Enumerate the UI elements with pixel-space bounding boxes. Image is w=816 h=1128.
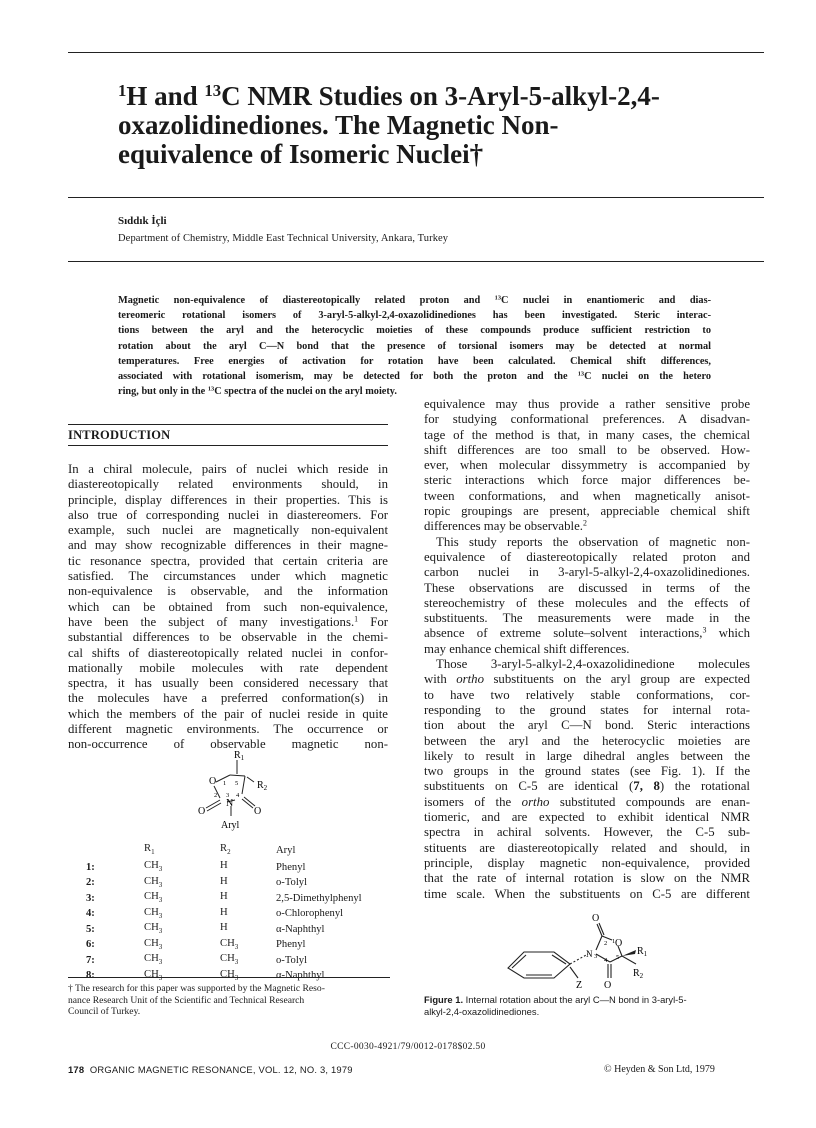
- struct-label-position-2: 2: [214, 792, 218, 799]
- abstract-line: tereomeric rotational isomers of 3-aryl-5-alkyl-2,4-oxazolidinediones has been investigated. Steric interac-: [118, 310, 711, 322]
- title-line-2: oxazolidinediones. The Magnetic Non-: [118, 110, 559, 140]
- text-line: substituents. The measurements were made in the: [424, 611, 750, 626]
- footnote-rule: [68, 977, 390, 978]
- affiliation-rule: [68, 261, 764, 262]
- abstract-line: associated with rotational isomerism, may be detected for both the proton and the $^{13}$C nuclei on the hetero: [118, 370, 711, 383]
- text-line: In a chiral molecule, pairs of nuclei which reside in: [68, 462, 388, 476]
- text-line: equivalence of diastereotopically related proton and: [424, 549, 750, 564]
- struct-label-position-5: 5: [235, 780, 239, 787]
- fig-label-position-5: 5: [616, 954, 620, 961]
- top-rule: [68, 52, 764, 53]
- text-line: the molecules have a preferred conformation(s) in: [68, 691, 388, 706]
- intro-bottom-rule: [68, 445, 388, 446]
- text-line: non-occurrence of observable magnetic non-: [68, 737, 388, 752]
- text-line: stereochemistry of these molecules and the effects of: [424, 595, 750, 610]
- struct-label-position-4: 4: [236, 792, 240, 799]
- text-line: Those 3-aryl-5-alkyl-2,4-oxazolidinedione molecules: [436, 657, 750, 672]
- text-line: have been the subject of many investigations.$^1$ For: [68, 614, 388, 629]
- struct-label-position-1: 1: [223, 780, 227, 787]
- footnote: [68, 983, 390, 1018]
- intro-top-rule: [68, 424, 388, 425]
- text-line: likely to result in large dihedral angles between the: [424, 748, 750, 763]
- struct-label-r2: $R_2$: [257, 780, 268, 792]
- struct-label-position-3: 3: [226, 792, 230, 799]
- text-line: and may show recognizable differences in their magne-: [68, 538, 388, 553]
- table-row: 2: $CH_3$ H o-Tolyl: [86, 875, 308, 889]
- page-number: 178: [68, 1064, 85, 1075]
- text-line: tiomeric, and are expected to exhibit identical NMR: [424, 810, 750, 825]
- text-line: which the members of the pair of nuclei reside in quite: [68, 706, 388, 721]
- text-line: with ortho substituents on the aryl group are expected: [424, 672, 750, 687]
- text-line: spectra in achiral solvents. However, the C-5 sub-: [424, 825, 750, 840]
- text-line: ever, when molecular dissymmetry is accompanied by: [424, 458, 750, 473]
- footnote-line: † The research for this paper was supported by the Magnetic Reso-: [68, 983, 325, 994]
- fig-label-r2: $R_2$: [633, 968, 644, 980]
- fig-label-position-1: 1: [612, 938, 616, 945]
- struct-label-nitrogen: N: [226, 798, 234, 809]
- table-row: 4: $CH_3$ H o-Chlorophenyl: [86, 906, 344, 920]
- author-name: Sıddık İçli: [118, 215, 167, 227]
- title-line-3: equivalence of Isomeric Nuclei†: [118, 139, 484, 169]
- text-line: two groups in the ground states (see Fig. 1). If the: [424, 764, 750, 779]
- fig-label-ring-oxygen: O: [615, 938, 623, 949]
- text-line: ropic groupings are present, appreciable chemical shift: [424, 504, 750, 519]
- header-aryl: Aryl: [276, 844, 296, 856]
- fig-label-position-2: 2: [604, 940, 608, 947]
- text-line: for studying conformational preferences. A disadvan-: [424, 412, 750, 427]
- text-line: tic resonance spectra, provided that certain criteria are: [68, 553, 388, 568]
- header-r2: $R_2$: [220, 843, 231, 857]
- text-line: These observations are discussed in terms of the: [424, 580, 750, 595]
- figure-label: Figure 1.: [424, 994, 464, 1005]
- copyright: © Heyden & Son Ltd, 1979: [604, 1064, 715, 1075]
- article-code: CCC-0030-4921/79/0012-0178$02.50: [330, 1042, 486, 1052]
- fig-label-top-oxygen: O: [592, 913, 600, 924]
- text-line: cal shifts of diastereotopically related nuclei in confor-: [68, 645, 388, 660]
- text-line: tage of the method is that, in many cases, the chemical: [424, 427, 750, 442]
- abstract-line: temperatures. Free energies of activation for rotation have been calculated. Chemical shift differences,: [118, 355, 711, 367]
- fig-label-r1: $R_1$: [637, 946, 648, 958]
- abstract-line: Magnetic non-equivalence of diastereotopically related proton and $^{13}$C nuclei in enantiomeric and dias-: [118, 294, 711, 306]
- text-line: substituents on C-5 are identical (7, 8) the rotational: [424, 779, 750, 794]
- text-line: which can be obtained from such non-equivalence,: [68, 599, 388, 614]
- table-row: 5: $CH_3$ H α-Naphthyl: [86, 922, 325, 936]
- text-line: substantial differences to be observable in the chemi-: [68, 630, 388, 645]
- title-line-1: $^1$H and $^{13}$C NMR Studies on 3-Aryl-5-alkyl-2,4-: [118, 80, 660, 111]
- fig-label-bottom-oxygen: O: [604, 980, 612, 991]
- fig-label-position-4: 4: [604, 957, 608, 964]
- text-line: satisfied. The circumstances under which magnetic: [68, 569, 388, 584]
- text-line: may enhance chemical shift differences.: [424, 641, 630, 656]
- right-column-text: [424, 397, 750, 902]
- text-line: diastereotopically related environments should, in: [68, 477, 388, 492]
- footnote-line: nance Research Unit of the Scientific and Technical Research: [68, 994, 305, 1006]
- text-line: responding to the ground states for internal rota-: [424, 702, 750, 717]
- author-affiliation: Department of Chemistry, Middle East Technical University, Ankara, Turkey: [118, 233, 449, 244]
- text-line: tween conformations, and when magnetically anisot-: [424, 488, 750, 503]
- fig-label-z-substituent: Z: [576, 980, 583, 991]
- table-row: 6: $CH_3$ $CH_3$ Phenyl: [86, 937, 306, 951]
- footnote-line: Council of Turkey.: [68, 1006, 141, 1018]
- text-line: that the rate of internal rotation is slow on the NMR: [424, 871, 750, 886]
- header-r1: $R_1$: [144, 843, 155, 857]
- text-line: stituents are diastereotopically related and should, in: [424, 840, 750, 855]
- text-line: different magnetic environments. The occurrence or: [68, 722, 388, 737]
- text-line: non-equivalence is observable, and the information: [68, 584, 388, 599]
- journal-name: ORGANIC MAGNETIC RESONANCE, VOL. 12, NO. 3, 1979: [89, 1064, 353, 1075]
- struct-label-ring-oxygen: O: [209, 776, 217, 787]
- left-column-text: [68, 462, 388, 753]
- abstract-line: tions between the aryl and the heterocyclic moieties of these compounds produce sufficient restriction to: [118, 325, 711, 337]
- journal-footer: [68, 1064, 353, 1075]
- text-line: equivalence may thus provide a rather sensitive probe: [424, 397, 750, 411]
- abstract-line: rotation about the aryl C—N bond that the presence of torsional isomers may be detected at normal: [118, 340, 711, 352]
- struct-label-carbonyl-oxygen-right: O: [254, 806, 262, 817]
- text-line: principle, display differences in their properties. This is: [68, 492, 388, 507]
- text-line: absence of extreme solute–solvent interactions,$^3$ which: [424, 626, 750, 641]
- table-row: 1: $CH_3$ H Phenyl: [86, 860, 306, 874]
- article-title: [118, 82, 738, 169]
- abstract-line: ring, but only in the $^{13}$C spectra of the nuclei on the aryl moiety.: [118, 385, 397, 398]
- section-heading-introduction: INTRODUCTION: [68, 428, 171, 442]
- text-line: principle, display magnetic non-equivalence, provided: [424, 855, 750, 870]
- struct-label-aryl: Aryl: [221, 820, 240, 831]
- table-row: 8: $CH_3$ $CH_3$ α-Naphthyl: [86, 968, 325, 982]
- text-line: steric interactions which force major differences be-: [424, 473, 750, 488]
- struct-label-carbonyl-oxygen-left: O: [198, 806, 206, 817]
- text-line: spectra, it has usually been considered necessary that: [68, 676, 388, 691]
- text-line: between the aryl and the heterocyclic moieties are: [424, 733, 750, 748]
- text-line: differences may be observable.$^2$: [424, 519, 587, 534]
- text-line: carbon nuclei in 3-aryl-5-alkyl-2,4-oxazolidinediones.: [424, 565, 750, 580]
- text-line: This study reports the observation of magnetic non-: [436, 534, 750, 549]
- figure-1-caption: Figure 1. Internal rotation about the aryl C—N bond in 3-aryl-5- alkyl-2,4-oxazolidinediones.: [424, 994, 687, 1018]
- fig-label-nitrogen: N: [586, 949, 593, 959]
- text-line: mationally mobile molecules with rate dependent: [68, 660, 388, 675]
- oxazolidinedione-structure: [180, 748, 300, 838]
- table-row: 3: $CH_3$ H 2,5-Dimethylphenyl: [86, 891, 362, 905]
- text-line: example, such nuclei are magnetically non-equivalent: [68, 523, 388, 538]
- figure-1-rotation-diagram: [500, 912, 660, 994]
- struct-label-r1: $R_1$: [234, 750, 245, 762]
- compound-table-header: [86, 842, 396, 860]
- text-line: also true of corresponding nuclei in diastereomers. For: [68, 507, 388, 522]
- text-line: to have two relatively stable conformations, cor-: [424, 687, 750, 702]
- compound-table: [86, 842, 396, 984]
- text-line: tion about the aryl C—N bond. Steric interactions: [424, 718, 750, 733]
- abstract: [118, 293, 711, 399]
- text-line: shift differences are too small to be observed. How-: [424, 442, 750, 457]
- wedge-bond: [622, 950, 636, 956]
- table-row: 7: $CH_3$ $CH_3$ o-Tolyl: [86, 953, 308, 967]
- text-line: time scale. When the substituents on C-5 are different: [424, 886, 750, 901]
- text-line: isomers of the ortho substituted compounds are enan-: [424, 794, 750, 809]
- fig-label-position-3: 3: [594, 953, 598, 960]
- title-rule: [68, 197, 764, 198]
